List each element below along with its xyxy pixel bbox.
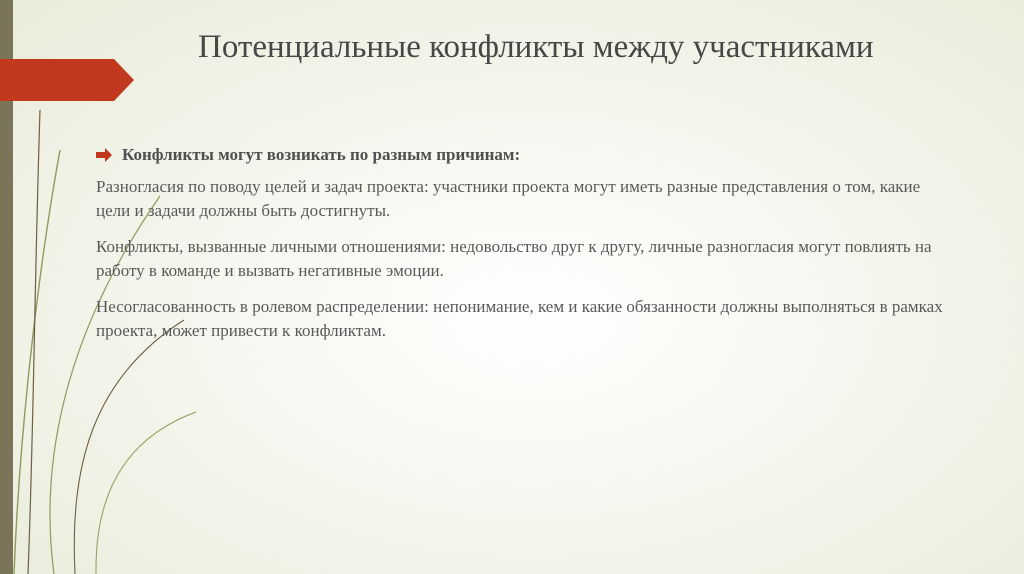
paragraph-goals: Разногласия по поводу целей и задач проекта: участники проекта могут иметь разные представления о том, какие цели и задачи должны быть достигнуты. [96, 177, 921, 220]
bullet-item [96, 143, 956, 167]
slide-title: Потенциальные конфликты между участниками [198, 29, 874, 65]
bullet-text: Конфликты могут возникать по разным причинам: [122, 145, 521, 164]
slide-body [96, 143, 956, 355]
arrow-right-icon [96, 148, 112, 162]
red-arrow-banner [0, 59, 134, 101]
paragraph-roles: Несогласованность в ролевом распределении: непонимание, кем и какие обязанности должны выполняться в рамках проекта, может привести к конфликтам. [96, 297, 943, 340]
paragraph-relations: Конфликты, вызванные личными отношениями: недовольство друг к другу, личные разногласия могут повлиять на работу в команде и вызвать негативные эмоции. [96, 237, 932, 280]
